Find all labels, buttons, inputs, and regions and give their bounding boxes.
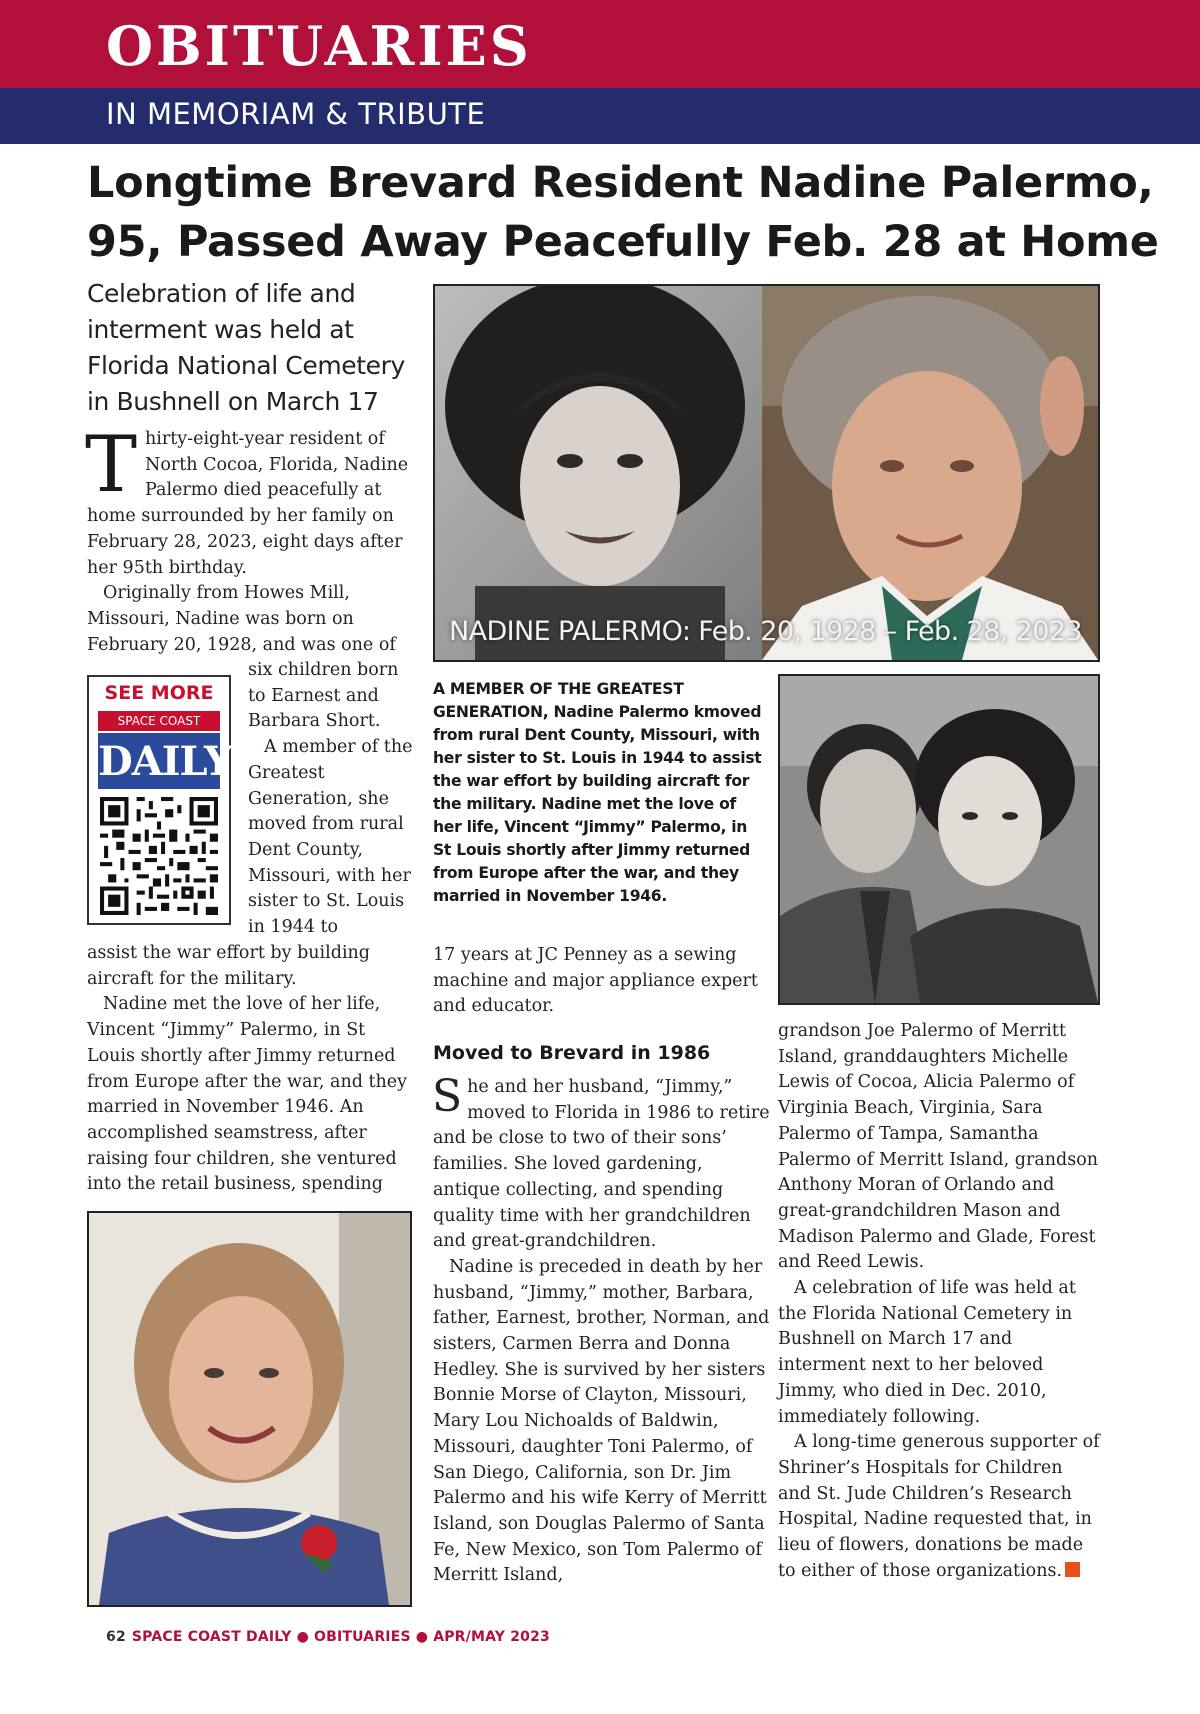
section-subhead: Moved to Brevard in 1986 xyxy=(433,1042,711,1064)
elderly-portrait-photo xyxy=(762,286,1098,660)
paragraph: A long-time generous supporter of Shriner’s Hospitals for Children and St. Jude Children’s Research Hospital, Nadine requested that, in lieu of flowers, donations be made to either of those organizations. xyxy=(778,1432,1100,1581)
bullet-icon: ● xyxy=(415,1629,429,1645)
section-subbanner xyxy=(0,88,1200,144)
smiling-portrait-photo xyxy=(87,1211,412,1607)
young-portrait-photo xyxy=(435,286,762,660)
paragraph: Nadine is preceded in death by her husband, “Jimmy,” mother, Barbara, father, Earnest, brother, Norman, and sisters, Carmen Berra and Donna Hedley. She is survived by her sisters Bonnie Morse of Clayton, Missouri, Mary Lou Nichoalds of Baldwin, Missouri, daughter Toni Palermo, of San Diego, California, son Dr. Jim Palermo and his wife Kerry of Merritt Island, son Douglas Palermo of Santa Fe, New Mexico, son Tom Palermo of Merritt Island, xyxy=(433,1256,770,1586)
portrait-photo-pair xyxy=(433,284,1100,662)
page-number: 62 xyxy=(106,1629,126,1645)
article-column-1-top xyxy=(85,420,412,658)
see-more-promo[interactable] xyxy=(87,675,255,925)
paragraph: assist the war effort by building aircraft for the military. xyxy=(87,943,371,989)
drop-cap: T xyxy=(85,420,138,510)
paragraph: 17 years at JC Penney as a sewing machine and major appliance expert and educator. xyxy=(433,945,758,1017)
smiling-portrait-image xyxy=(89,1213,410,1605)
section-subtitle: IN MEMORIAM & TRIBUTE xyxy=(106,97,486,131)
qr-code-icon[interactable] xyxy=(100,797,218,915)
paragraph: grandson Joe Palermo of Merritt Island, granddaughters Michelle Lewis of Cocoa, Alicia Palermo of Virginia Beach, Virginia, Sara Palermo of Tampa, Samantha Palermo of Merritt Island, grandson Anthony Moran of Orlando and great-grandchildren Mason and Madison Palermo and Glade, Forest and Reed Lewis. xyxy=(778,1021,1099,1273)
see-more-label: SEE MORE xyxy=(104,682,214,704)
paragraph: Nadine met the love of her life, Vincent “Jimmy” Palermo, in St Louis shortly after Jimmy returned from Europe after the war, and they married in November 1946. An accomplished seamstress, after raising four children, she ventured into the retail business, spending xyxy=(87,994,408,1195)
brand-logo-word: DAILY xyxy=(98,738,232,785)
paragraph: A member of the Greatest Generation, she moved from rural Dent County, Missouri, with her sister to St. Louis in 1944 to xyxy=(248,737,413,938)
paragraph: he and her husband, “Jimmy,” moved to Florida in 1986 to retire and be close to two of their sons’ families. She loved gardening, antique collecting, and spending quality time with her grandchildren and great-grandchildren. xyxy=(433,1077,770,1252)
paragraph: A celebration of life was held at the Florida National Cemetery in Bushnell on March 17 and interment next to her beloved Jimmy, who died in Dec. 2010, immediately following. xyxy=(778,1278,1076,1427)
end-of-story-mark xyxy=(1065,1562,1080,1577)
page-footer xyxy=(106,1629,550,1645)
brand-logo-suffix: .com xyxy=(231,758,255,771)
footer-issue: APR/MAY 2023 xyxy=(433,1629,550,1645)
photo-date-overlay: NADINE PALERMO: Feb. 20, 1928 – Feb. 28, 2023 xyxy=(449,616,1082,647)
article-column-1-narrow xyxy=(248,658,418,941)
couple-photo-image xyxy=(780,676,1098,1003)
couple-photo xyxy=(778,674,1100,1005)
article-column-3 xyxy=(778,1019,1100,1584)
article-column-2 xyxy=(432,1071,773,1589)
footer-publication: SPACE COAST DAILY xyxy=(131,1629,292,1645)
bullet-icon: ● xyxy=(296,1629,310,1645)
footer-section: OBITUARIES xyxy=(314,1629,411,1645)
brand-logo-top: SPACE COAST xyxy=(98,711,220,731)
section-title: OBITUARIES xyxy=(106,14,532,78)
brand-logo-main xyxy=(98,733,255,789)
photo-cutline: A MEMBER OF THE GREATEST GENERATION, Nadine Palermo kmoved from rural Dent County, Missouri, with her sister to St. Louis in 1944 to assist the war effort by building aircraft for the military. Nadine met the love of her life, Vincent “Jimmy” Palermo, in St Louis shortly after Jimmy returned from Europe after the war, and they married in November 1946. xyxy=(433,680,762,905)
article-column-1-bottom xyxy=(87,941,417,1198)
article-column-2-top xyxy=(433,943,768,1020)
article-deck: Celebration of life and interment was held at Florida National Cemetery in Bushnell on March 17 xyxy=(87,279,405,416)
paragraph: six children born to Earnest and Barbara Short. xyxy=(248,660,399,732)
article-headline: Longtime Brevard Resident Nadine Palermo, 95, Passed Away Peacefully Feb. 28 at Home xyxy=(87,158,1159,267)
drop-cap: S xyxy=(432,1071,463,1122)
paragraph: hirty-eight-year resident of North Cocoa, Florida, Nadine Palermo died peacefully at home surrounded by her family on February 28, 2023, eight days after her 95th birthday. xyxy=(87,429,409,578)
paragraph: Originally from Howes Mill, Missouri, Nadine was born on February 20, 1928, and was one of xyxy=(87,583,396,655)
section-banner xyxy=(0,0,1200,88)
